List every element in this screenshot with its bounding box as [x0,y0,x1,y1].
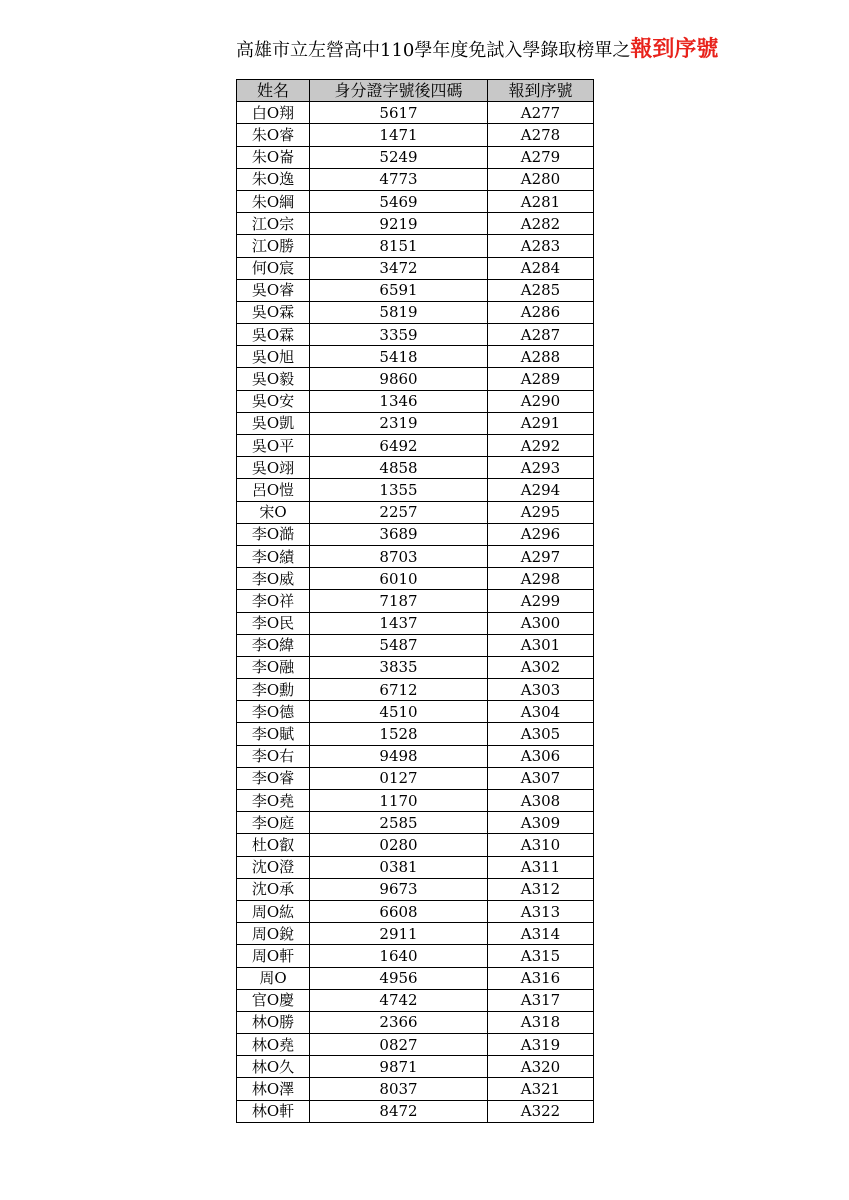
table-row [237,190,594,212]
cell-id-last4: 6010 [310,568,488,590]
cell-report-number: A279 [488,146,594,168]
cell-name: 吳O安 [237,390,310,412]
cell-id-last4: 4858 [310,457,488,479]
cell-id-last4: 4510 [310,701,488,723]
cell-id-last4: 1170 [310,790,488,812]
cell-name: 吳O平 [237,435,310,457]
cell-report-number: A310 [488,834,594,856]
cell-name: 吳O旭 [237,346,310,368]
cell-id-last4: 2585 [310,812,488,834]
cell-name: 周O銳 [237,923,310,945]
cell-report-number: A314 [488,923,594,945]
cell-report-number: A319 [488,1034,594,1056]
cell-report-number: A317 [488,989,594,1011]
table-row [237,923,594,945]
cell-report-number: A316 [488,967,594,989]
cell-report-number: A288 [488,346,594,368]
cell-report-number: A283 [488,235,594,257]
cell-id-last4: 5617 [310,102,488,124]
cell-report-number: A305 [488,723,594,745]
table-row [237,856,594,878]
table-row [237,1011,594,1033]
table-row [237,723,594,745]
table-row [237,634,594,656]
cell-report-number: A306 [488,745,594,767]
cell-name: 李O庭 [237,812,310,834]
table-row [237,612,594,634]
cell-id-last4: 1355 [310,479,488,501]
header-name: 姓名 [237,80,310,102]
cell-id-last4: 9498 [310,745,488,767]
cell-name: 林O久 [237,1056,310,1078]
table-row [237,989,594,1011]
table-row [237,124,594,146]
cell-id-last4: 5469 [310,190,488,212]
cell-name: 吳O霖 [237,301,310,323]
cell-name: 李O威 [237,568,310,590]
cell-report-number: A280 [488,168,594,190]
cell-name: 林O勝 [237,1011,310,1033]
cell-report-number: A290 [488,390,594,412]
cell-report-number: A285 [488,279,594,301]
cell-id-last4: 9860 [310,368,488,390]
cell-id-last4: 8151 [310,235,488,257]
cell-report-number: A304 [488,701,594,723]
cell-id-last4: 0381 [310,856,488,878]
cell-id-last4: 8037 [310,1078,488,1100]
table-row [237,1034,594,1056]
header-row [237,80,594,102]
cell-id-last4: 5487 [310,634,488,656]
cell-id-last4: 9673 [310,878,488,900]
cell-name: 李O民 [237,612,310,634]
cell-name: 朱O崙 [237,146,310,168]
table-row [237,1078,594,1100]
cell-report-number: A300 [488,612,594,634]
cell-name: 朱O綱 [237,190,310,212]
cell-name: 林O軒 [237,1100,310,1122]
table-row [237,324,594,346]
cell-name: 何O宸 [237,257,310,279]
cell-id-last4: 3835 [310,656,488,678]
table-row [237,523,594,545]
table-row [237,767,594,789]
cell-report-number: A309 [488,812,594,834]
cell-id-last4: 4956 [310,967,488,989]
cell-id-last4: 8472 [310,1100,488,1122]
cell-id-last4: 1471 [310,124,488,146]
table-row [237,701,594,723]
cell-name: 吳O睿 [237,279,310,301]
cell-report-number: A307 [488,767,594,789]
table-row [237,235,594,257]
cell-report-number: A277 [488,102,594,124]
cell-name: 林O澤 [237,1078,310,1100]
cell-report-number: A294 [488,479,594,501]
cell-id-last4: 1528 [310,723,488,745]
table-row [237,568,594,590]
table-body [237,102,594,1123]
cell-report-number: A302 [488,656,594,678]
table-row [237,812,594,834]
cell-report-number: A295 [488,501,594,523]
cell-id-last4: 1640 [310,945,488,967]
cell-name: 周O [237,967,310,989]
cell-report-number: A303 [488,679,594,701]
cell-id-last4: 0827 [310,1034,488,1056]
cell-name: 白O翔 [237,102,310,124]
cell-name: 李O祥 [237,590,310,612]
cell-name: 李O緯 [237,634,310,656]
cell-report-number: A292 [488,435,594,457]
cell-id-last4: 3359 [310,324,488,346]
cell-report-number: A287 [488,324,594,346]
table-row [237,745,594,767]
cell-report-number: A301 [488,634,594,656]
cell-id-last4: 6608 [310,900,488,922]
table-row [237,945,594,967]
cell-report-number: A322 [488,1100,594,1122]
cell-id-last4: 0127 [310,767,488,789]
cell-report-number: A308 [488,790,594,812]
cell-id-last4: 8703 [310,545,488,567]
table-row [237,213,594,235]
table-row [237,279,594,301]
cell-name: 朱O睿 [237,124,310,146]
table-row [237,679,594,701]
cell-id-last4: 1437 [310,612,488,634]
cell-report-number: A284 [488,257,594,279]
table-row [237,390,594,412]
cell-report-number: A291 [488,412,594,434]
cell-id-last4: 5418 [310,346,488,368]
cell-name: 呂O愷 [237,479,310,501]
cell-name: 江O勝 [237,235,310,257]
cell-name: 林O堯 [237,1034,310,1056]
cell-report-number: A318 [488,1011,594,1033]
table-row [237,346,594,368]
cell-name: 周O紘 [237,900,310,922]
cell-name: 官O慶 [237,989,310,1011]
cell-id-last4: 0280 [310,834,488,856]
cell-name: 李O賦 [237,723,310,745]
cell-name: 李O睿 [237,767,310,789]
cell-report-number: A286 [488,301,594,323]
header-report-number: 報到序號 [488,80,594,102]
cell-id-last4: 6492 [310,435,488,457]
cell-id-last4: 7187 [310,590,488,612]
table-row [237,1100,594,1122]
cell-id-last4: 3689 [310,523,488,545]
cell-name: 吳O翊 [237,457,310,479]
table-row [237,967,594,989]
table-row [237,1056,594,1078]
cell-name: 李O融 [237,656,310,678]
cell-name: 李O德 [237,701,310,723]
cell-name: 吳O凱 [237,412,310,434]
table-row [237,168,594,190]
cell-id-last4: 9219 [310,213,488,235]
cell-name: 吳O霖 [237,324,310,346]
cell-report-number: A297 [488,545,594,567]
cell-name: 李O右 [237,745,310,767]
header-id-last4: 身分證字號後四碼 [310,80,488,102]
title-prefix: 高雄市立左營高中110學年度免試入學錄取榜單之 [236,40,631,61]
cell-report-number: A293 [488,457,594,479]
cell-name: 朱O逸 [237,168,310,190]
cell-id-last4: 2911 [310,923,488,945]
table-row [237,457,594,479]
cell-report-number: A296 [488,523,594,545]
table-row [237,501,594,523]
table-row [237,878,594,900]
cell-report-number: A320 [488,1056,594,1078]
cell-name: 沈O澄 [237,856,310,878]
page-title [236,36,719,64]
table-row [237,301,594,323]
cell-report-number: A311 [488,856,594,878]
table-row [237,146,594,168]
cell-name: 李O澔 [237,523,310,545]
cell-id-last4: 9871 [310,1056,488,1078]
cell-report-number: A298 [488,568,594,590]
table-row [237,656,594,678]
table-row [237,790,594,812]
cell-name: 李O堯 [237,790,310,812]
table-row [237,435,594,457]
cell-name: 吳O毅 [237,368,310,390]
cell-id-last4: 5249 [310,146,488,168]
admission-table [236,79,594,1123]
cell-id-last4: 4773 [310,168,488,190]
cell-report-number: A313 [488,900,594,922]
cell-name: 宋O [237,501,310,523]
cell-name: 周O軒 [237,945,310,967]
table-row [237,834,594,856]
cell-report-number: A321 [488,1078,594,1100]
cell-report-number: A281 [488,190,594,212]
cell-id-last4: 5819 [310,301,488,323]
cell-name: 李O績 [237,545,310,567]
cell-report-number: A282 [488,213,594,235]
table-row [237,257,594,279]
cell-id-last4: 6712 [310,679,488,701]
cell-id-last4: 1346 [310,390,488,412]
table-row [237,102,594,124]
cell-report-number: A315 [488,945,594,967]
table-row [237,545,594,567]
cell-name: 李O勳 [237,679,310,701]
table-row [237,479,594,501]
table-row [237,412,594,434]
table-row [237,900,594,922]
table-row [237,368,594,390]
cell-id-last4: 2319 [310,412,488,434]
cell-report-number: A289 [488,368,594,390]
cell-id-last4: 6591 [310,279,488,301]
cell-name: 沈O承 [237,878,310,900]
cell-id-last4: 4742 [310,989,488,1011]
cell-id-last4: 3472 [310,257,488,279]
cell-report-number: A312 [488,878,594,900]
cell-name: 杜O叡 [237,834,310,856]
cell-id-last4: 2257 [310,501,488,523]
table-row [237,590,594,612]
cell-report-number: A299 [488,590,594,612]
cell-id-last4: 2366 [310,1011,488,1033]
cell-name: 江O宗 [237,213,310,235]
title-highlight: 報到序號 [630,36,719,62]
cell-report-number: A278 [488,124,594,146]
